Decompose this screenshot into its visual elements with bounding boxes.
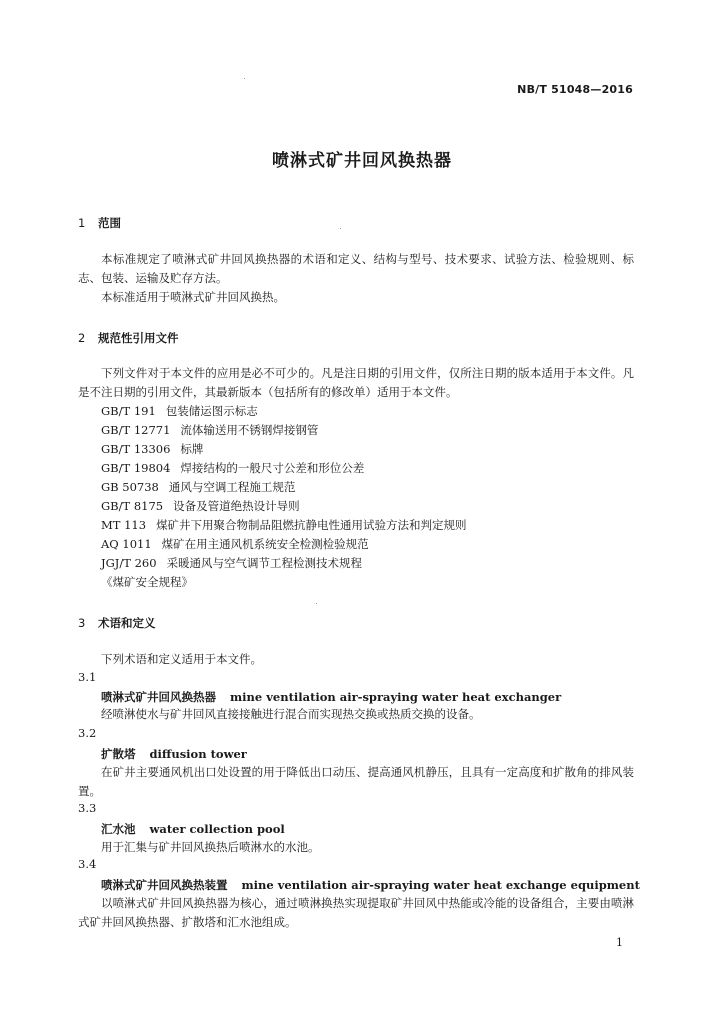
term-heading xyxy=(101,821,285,837)
reference-item xyxy=(101,536,369,552)
scan-speck xyxy=(340,228,341,229)
term-definition: 在矿井主要通风机出口处设置的用于降低出口动压、提高通风机静压，且具有一定高度和扩散角的排风装置。 xyxy=(78,765,634,798)
term-number: 3.1 xyxy=(78,670,97,684)
term-definition: 以喷淋式矿井回风换热器为核心，通过喷淋换热实现提取矿井回风中热能或冷能的设备组合，主要由喷淋式矿井回风换热器、扩散塔和汇水池组成。 xyxy=(78,896,634,929)
reference-item xyxy=(101,517,467,533)
section-1-paragraph-1: 本标准规定了喷淋式矿井回风换热器的术语和定义、结构与型号、技术要求、试验方法、检验规则、标志、包装、运输及贮存方法。 xyxy=(78,252,634,285)
reference-title: 煤矿井下用聚合物制品阻燃抗静电性通用试验方法和判定规则 xyxy=(156,518,467,532)
section-3-heading xyxy=(78,615,156,631)
section-number: 1 xyxy=(78,216,86,230)
term-heading xyxy=(101,689,561,705)
document-title: 喷淋式矿井回风换热器 xyxy=(272,151,452,171)
term-english: diffusion tower xyxy=(149,747,247,761)
reference-code: GB/T 13306 xyxy=(101,442,171,456)
reference-code: GB 50738 xyxy=(101,480,159,494)
section-title: 范围 xyxy=(98,216,121,230)
term-definition: 经喷淋使水与矿井回风直接接触进行混合而实现热交换或热质交换的设备。 xyxy=(101,707,481,721)
section-number: 2 xyxy=(78,331,86,345)
section-1-paragraph-2: 本标准适用于喷淋式矿井回风换热。 xyxy=(101,290,285,304)
reference-code: MT 113 xyxy=(101,518,147,532)
term-heading xyxy=(101,746,247,762)
term-chinese: 喷淋式矿井回风换热器 xyxy=(101,690,216,704)
scan-speck xyxy=(316,603,317,604)
term-english: mine ventilation air-spraying water heat exchanger xyxy=(230,690,562,704)
section-title: 规范性引用文件 xyxy=(98,331,179,345)
reference-title: 包装储运图示标志 xyxy=(165,404,258,418)
section-title: 术语和定义 xyxy=(98,616,156,630)
section-1-heading xyxy=(78,215,121,231)
term-chinese: 扩散塔 xyxy=(101,747,136,761)
standard-number: NB/T 51048—2016 xyxy=(517,83,633,96)
reference-code: AQ 1011 xyxy=(101,537,152,551)
reference-code: GB/T 191 xyxy=(101,404,156,418)
reference-code: GB/T 19804 xyxy=(101,461,171,475)
term-number: 3.3 xyxy=(78,801,97,815)
section-2-heading xyxy=(78,330,179,346)
reference-title: 流体输送用不锈钢焊接钢管 xyxy=(180,423,319,437)
reference-item xyxy=(101,441,203,457)
term-english: mine ventilation air-spraying water heat exchange equipment xyxy=(241,878,640,892)
reference-item xyxy=(101,479,295,495)
term-chinese: 喷淋式矿井回风换热装置 xyxy=(101,878,228,892)
term-chinese: 汇水池 xyxy=(101,822,136,836)
reference-item xyxy=(101,460,364,476)
section-2-intro: 下列文件对于本文件的应用是必不可少的。凡是注日期的引用文件，仅所注日期的版本适用于本文件。凡是不注日期的引用文件，其最新版本（包括所有的修改单）适用于本文件。 xyxy=(78,366,634,399)
reference-code: GB/T 8175 xyxy=(101,499,164,513)
reference-title: 标牌 xyxy=(180,442,204,456)
reference-title: 设备及管道绝热设计导则 xyxy=(173,499,300,513)
term-definition: 用于汇集与矿井回风换热后喷淋水的水池。 xyxy=(101,840,320,854)
reference-code: JGJ/T 260 xyxy=(101,556,157,570)
term-number: 3.4 xyxy=(78,857,97,871)
reference-item xyxy=(101,498,300,514)
term-english: water collection pool xyxy=(149,822,285,836)
reference-item xyxy=(101,422,318,438)
term-number: 3.2 xyxy=(78,726,97,740)
reference-title: 采暖通风与空气调节工程检测技术规程 xyxy=(166,556,363,570)
page-number: 1 xyxy=(616,936,623,949)
reference-item xyxy=(101,574,193,590)
reference-title: 通风与空调工程施工规范 xyxy=(168,480,296,494)
section-3-intro: 下列术语和定义适用于本文件。 xyxy=(101,652,262,666)
term-heading xyxy=(101,877,640,893)
reference-item xyxy=(101,555,362,571)
reference-item xyxy=(101,403,258,419)
reference-title: 《煤矿安全规程》 xyxy=(101,575,193,589)
section-number: 3 xyxy=(78,616,86,630)
scan-speck xyxy=(244,78,245,79)
reference-code: GB/T 12771 xyxy=(101,423,171,437)
reference-title: 焊接结构的一般尺寸公差和形位公差 xyxy=(180,461,365,475)
reference-title: 煤矿在用主通风机系统安全检测检验规范 xyxy=(161,537,369,551)
